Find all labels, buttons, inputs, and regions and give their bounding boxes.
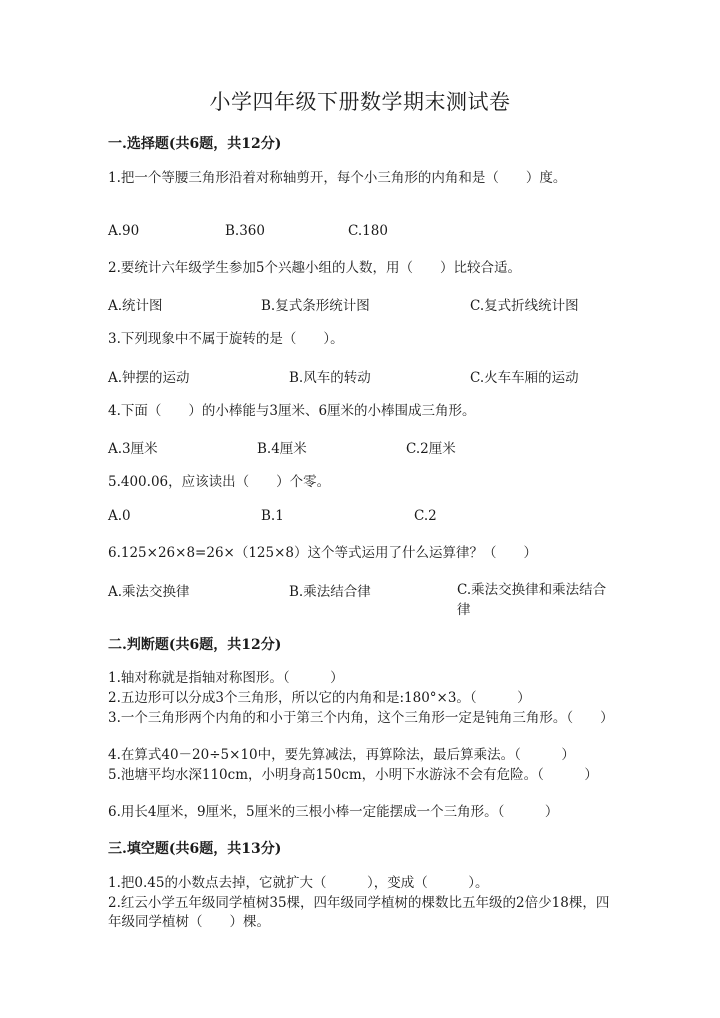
choice-options-2 — [108, 294, 613, 314]
section-heading-fill: 三.填空题(共6题，共13分) — [108, 841, 282, 857]
option-a: A.3厘米 — [108, 441, 158, 457]
section-heading-choice: 一.选择题(共6题，共12分) — [108, 136, 282, 152]
judge-question-6: 6.用长4厘米，9厘米，5厘米的三根小棒一定能摆成一个三角形。（ ） — [108, 804, 559, 820]
option-b: B.乘法结合律 — [289, 584, 371, 600]
option-b: B.4厘米 — [257, 441, 307, 457]
choice-options-4 — [108, 437, 613, 457]
option-c: C.复式折线统计图 — [470, 298, 579, 314]
choice-options-1 — [108, 223, 613, 243]
judge-question-1: 1.轴对称就是指轴对称图形。（ ） — [108, 670, 344, 686]
choice-question-6: 6.125×26×8=26×（125×8）这个等式运用了什么运算律？（ ） — [108, 545, 538, 561]
choice-question-4: 4.下面（ ）的小棒能与3厘米、6厘米的小棒围成三角形。 — [108, 403, 476, 419]
option-a: A.0 — [108, 508, 131, 524]
option-a: A.统计图 — [108, 298, 163, 314]
option-c: C.乘法交换律和乘法结合律 — [457, 582, 607, 618]
option-a: A.钟摆的运动 — [108, 370, 190, 386]
option-c: C.火车车厢的运动 — [470, 370, 579, 386]
fill-question-2: 2.红云小学五年级同学植树35棵，四年级同学植树的棵数比五年级的2倍少18棵，四年级同学植树（ ）棵。 — [108, 895, 610, 930]
judge-question-4: 4.在算式40－20÷5×10中，要先算减法，再算除法，最后算乘法。（ ） — [108, 747, 575, 763]
choice-question-5: 5.400.06，应该读出（ ）个零。 — [108, 474, 331, 490]
fill-question-1: 1.把0.45的小数点去掉，它就扩大（ ），变成（ ）。 — [108, 875, 489, 891]
option-b: B.360 — [225, 223, 265, 239]
judge-question-2: 2.五边形可以分成3个三角形，所以它的内角和是:180°×3。（ ） — [108, 690, 531, 706]
option-c: C.2厘米 — [406, 441, 456, 457]
option-a: A.90 — [108, 223, 140, 239]
option-b: B.风车的转动 — [289, 370, 371, 386]
choice-options-5 — [108, 508, 613, 528]
judge-question-3: 3.一个三角形两个内角的和小于第三个内角，这个三角形一定是钝角三角形。（ ） — [108, 710, 614, 726]
option-b: B.1 — [261, 508, 284, 524]
option-b: B.复式条形统计图 — [261, 298, 370, 314]
choice-question-1: 1.把一个等腰三角形沿着对称轴剪开，每个小三角形的内角和是（ ）度。 — [108, 170, 567, 186]
option-c: C.2 — [414, 508, 437, 524]
option-c: C.180 — [348, 223, 388, 239]
choice-question-3: 3.下列现象中不属于旋转的是（ ）。 — [108, 331, 344, 347]
choice-question-2: 2.要统计六年级学生参加5个兴趣小组的人数，用（ ）比较合适。 — [108, 260, 521, 276]
page-title: 小学四年级下册数学期末测试卷 — [209, 90, 511, 114]
option-a: A.乘法交换律 — [108, 584, 190, 600]
section-heading-judge: 二.判断题(共6题，共12分) — [108, 637, 282, 653]
choice-options-6 — [108, 580, 613, 618]
choice-options-3 — [108, 366, 613, 386]
judge-question-5: 5.池塘平均水深110cm，小明身高150cm，小明下水游泳不会有危险。（ ） — [108, 767, 598, 783]
